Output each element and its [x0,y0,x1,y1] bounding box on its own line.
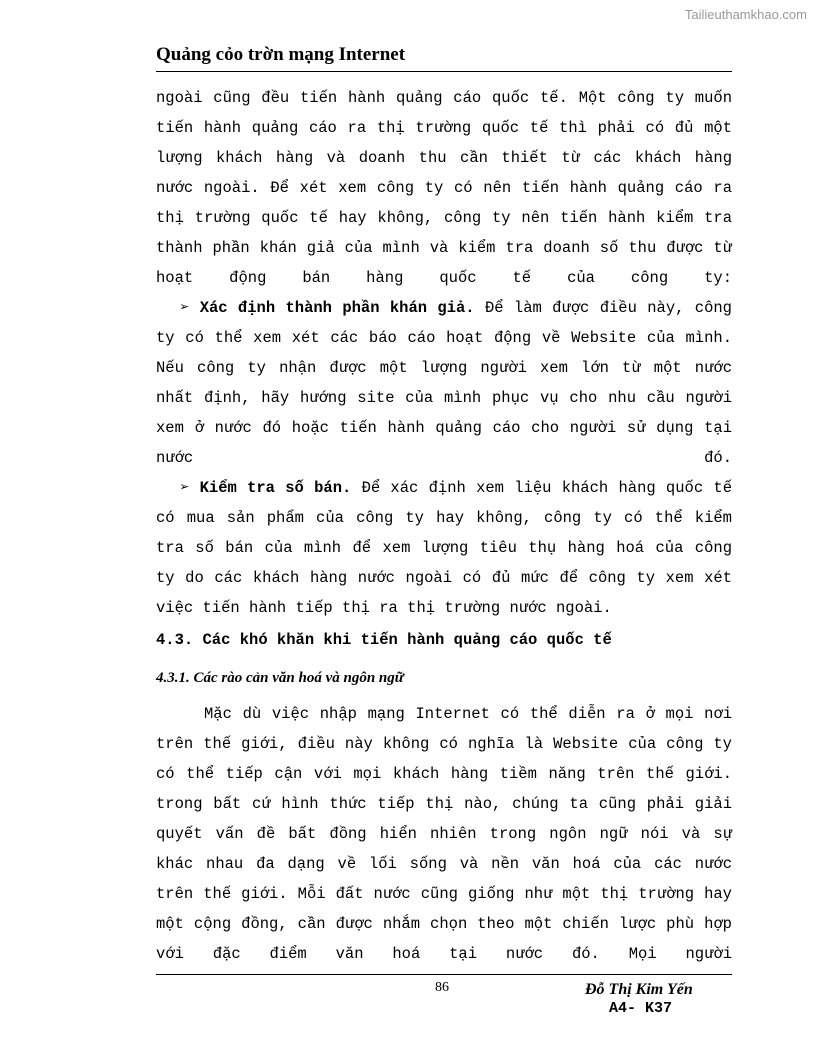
header-divider [156,71,732,72]
running-header-title: Quảng cỏo trờn mạng Internet [156,44,406,65]
bullet-text-audience: Để làm được điều này, công ty có thể xem xét các báo cáo hoạt động về Website của mình. Nếu công ty nhận được một lượng người xem lớn từ một nước nhất định, hãy hướng site của mình phục vụ cho nhu cầu người xem ở nước đó hoặc tiến hành quảng cáo cho người sử dụng tại nước đó. [156,299,732,467]
bullet-item-sales [156,473,732,623]
bullet-arrow-icon: ➢ [180,479,190,497]
bullet-lead-audience: Xác định thành phần khán giả. [199,299,475,317]
footer-divider [156,974,732,975]
section-heading: 4.3. Các khó khăn khi tiến hành quảng cáo quốc tế [156,631,612,649]
paragraph-intro: ngoài cũng đều tiến hành quảng cáo quốc tế. Một công ty muốn tiến hành quảng cáo ra thị trường quốc tế thì phải có đủ một lượng khách hàng và doanh thu cần thiết từ các khách hàng nước ngoài. Để xét xem công ty có nên tiến hành quảng cáo ra thị trường quốc tế hay không, công ty nên tiến hành kiểm tra thành phần khán giả của mình và kiểm tra doanh số thu được từ hoạt động bán hàng quốc tế của công ty: [156,89,732,287]
author-name: Đỗ Thị Kim Yến [585,981,693,998]
bullet-lead-sales: Kiểm tra số bán. [199,479,352,497]
subsection-heading: 4.3.1. Các rào cản văn hoá và ngôn ngữ [156,670,404,686]
page-number: 86 [435,980,449,995]
class-label: A4- K37 [609,1000,673,1017]
bullet-item-audience [156,293,732,473]
document-body [156,83,732,969]
bullet-arrow-icon: ➢ [180,299,190,317]
watermark: Tailieuthamkhao.com [684,7,807,22]
paragraph-culture: Mặc dù việc nhập mạng Internet có thể diễn ra ở mọi nơi trên thế giới, điều này không có nghĩa là Website của công ty có thể tiếp cận với mọi khách hàng tiềm năng trên thế giới. trong bất cứ hình thức tiếp thị nào, chúng ta cũng phải giải quyết vấn đề bất đồng hiển nhiên trong ngôn ngữ nói và sự khác nhau đa dạng về lối sống và nền văn hoá của các nước trên thế giới. Mỗi đất nước cũng giống như một thị trường hay một cộng đồng, cần được nhắm chọn theo một chiến lược phù hợp với đặc điểm văn hoá tại nước đó. Mọi người [156,705,732,963]
bullet-text-sales: Để xác định xem liệu khách hàng quốc tế có mua sản phẩm của công ty hay không, công ty có thể kiểm tra số bán của mình để xem lượng tiêu thụ hàng hoá của công ty do các khách hàng nước ngoài có đủ mức để công ty xem xét việc tiến hành tiếp thị ra thị trường nước ngoài. [156,479,732,617]
